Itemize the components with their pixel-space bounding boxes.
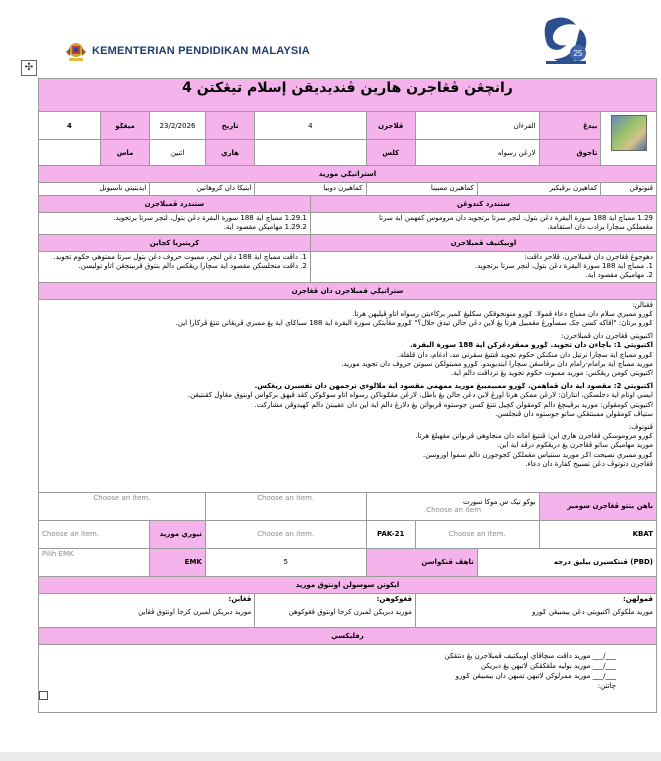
kriteria-text [39, 252, 311, 283]
aktiviti-line: ݢورو ممباچ اية سچارا ترتيل دان منکنکن حکوم تجويد ڤنتيڠ سڤرتي مد، ادغام، دان قلقلة. [397, 350, 653, 359]
objektif-text [310, 252, 656, 283]
aktiviti-text [39, 299, 657, 492]
objektif-heading: اوبيکتيف ڤمبلاجرن [310, 235, 656, 252]
kelas-label: کلس [366, 140, 415, 166]
susulan-heading: ايکوتن سوسولن اونتوق موريد [39, 576, 657, 593]
tahap-label: تاهڤ ڤنڬواسن [366, 548, 477, 576]
aktiviti-line: ايسي اوتام اية دجلسکن، انتاراڽ: لارڠن ممکن هرتا اورڠ لاين دڠن جالن يڠ باطل، لارڠن مڠݢوناکن رسواه اتاو سوݢوکن کڤد ڤيهق برکواس اونتوق مڠاول کڤنتيڠن. [187, 391, 653, 400]
aktiviti-line: ݢورو برتاڽ: "اڤاکه کسن جک سسأورڠ مڠمبيل هرتا يڠ لاين دڠن جالن تيدق حلال؟" ݢورو مڠأيتکن سورة البقرة اية 188 سباݢاي اية يڠ ممبري ڤريڠاتن تنتڠ ڤرکارا اين. [175, 319, 653, 328]
tajuk-label: تاجوق [539, 140, 601, 166]
ministry-name: KEMENTERIAN PENDIDIKAN MALAYSIA [92, 45, 310, 57]
strategi-heading: استراتيݢي موريد [39, 166, 657, 183]
susulan-col1-head: ڤمولهن: [622, 594, 653, 603]
susulan-col2 [255, 593, 416, 627]
kbat-label: KBAT [539, 520, 656, 548]
susulan-col3 [39, 593, 255, 627]
bottom-strip [0, 752, 661, 761]
bahan-value-text: بوکو تيک س موکا سورت [462, 498, 536, 507]
lesson-image-cell [601, 112, 657, 166]
objektif-line: 2. مهاميکن مقصود اية. [585, 271, 653, 280]
susulan-col3-text: موريد دبريکن لمبرن کرجا اونتوق ڤڠاين [138, 607, 252, 616]
standard-kandungan-heading: ستندرد کندوڠن [310, 196, 656, 213]
school-logo-icon [540, 15, 592, 67]
kriteria-heading: کريتيريا کجاين [39, 235, 311, 252]
bahan-choose-2[interactable]: Choose an item. [205, 492, 366, 520]
standard-kandungan-text [310, 213, 656, 235]
lesson-plan-table [38, 78, 657, 713]
emk-label: EMK [150, 548, 206, 576]
susulan-col2-head: ڤڠوکوهن: [376, 594, 412, 603]
teori-label: تيوري موريد [150, 520, 206, 548]
aktiviti-line: ڤنوتوڤ: [628, 423, 653, 432]
page-title: رانچڠن ڤڠاجرن هارين ڤنديديقن إسلام تيڠکتن 4 [39, 79, 657, 112]
masa-label: ماس [100, 140, 149, 166]
bahan-label: باهن بنتو ڤڠاجرن سومبر [539, 492, 656, 520]
objektif-line: 1. ممباچ اية 188 سورة البقرة دڠن بتول، لنچر سرتا برتجويد. [474, 262, 653, 271]
aktiviti-line: اکتيويتي 2: مقصود اية دان ڤماهمن. ݢورو ممبيمبيڠ موريد ممهمي مقصود اية ملالوءي ترجمهن دان تفسيرن ريڠکس. [254, 382, 653, 391]
minggu-value: 4 [39, 112, 101, 140]
strategi-item: کماهيرن دوبيا [255, 183, 366, 196]
aktiviti-line: موريد ممباچ اية برامام-رامام دان برڤاسڠن سچارا اينديويدو. ݢورو ممبتولکن سبوتن حروف دان تجويد موريد. [341, 359, 653, 368]
refleksi-text: موريد ممرلوکن لاتيهن تمبهن دان بيمبيڠن ݢورو [455, 671, 591, 680]
kbat-choose-2[interactable]: Choose an item. [205, 520, 366, 548]
teori-choose[interactable]: Choose an item. [39, 520, 150, 548]
standard-kandungan-line: 1.29 ممباچ اية 188 سورة البقرة دڠن بتول، لنچر سرتا برتجويد دان مروموس کفهمن اية سرتا [379, 214, 653, 222]
strategi-item: ايتيکا دان کروهانين [150, 183, 255, 196]
standard-pembelajaran-text [39, 213, 311, 235]
aktiviti-line: اکتيويتي کومڤولن: موريد برڤينچڠ دالم کومڤولن کچيل تنتڠ کسن جوستوه ڤربواتن يڠ دلارڠ دالم اية اين دان عقيبتڽ دالم کهيدوڤن مشارکت. [254, 400, 653, 409]
standard-kandungan-line: مڠعملکن سچارا برادب دان استقامة. [547, 223, 653, 232]
hari-label: هاري [205, 140, 254, 166]
bahan-value[interactable] [366, 492, 539, 520]
refleksi-blank[interactable]: ___/___ [592, 671, 616, 680]
standard-pembelajaran-line: 1.29.1 ممباچ اية 188 سورة البقرة دڠن بتول، لنچر سرتا برتجويد. [113, 214, 307, 222]
strategi-item: کماهيرن برڤيکير [477, 183, 601, 196]
refleksi-body [39, 644, 657, 712]
bahan-choose-3[interactable]: Choose an item. [423, 506, 482, 515]
bidang-value: القرءان [415, 112, 539, 140]
aktiviti-line: اکتيويتي کومن ريڠکس: موريد ممبوت حکوم تجويد يڠ ترداڤت دالم اية. [451, 369, 653, 378]
tarikh-label: تاريخ [205, 112, 254, 140]
strategi-item: ڤنوتوڤن [601, 183, 657, 196]
aktiviti-line: ݢورو ممبري سلام دان ممباچ دعاء ڤمولا. ݢورو منونجوقکن سکليڠ ݢمبر برکاءيتن رسواه اتاو ڤيليهن هرتا. [352, 309, 653, 318]
svg-text:25: 25 [573, 49, 583, 58]
lesson-thumbnail [611, 115, 647, 151]
kbat-choose-1[interactable]: Choose an item. [415, 520, 539, 548]
bidang-label: بيدڠ [539, 112, 601, 140]
ministry-header [64, 40, 310, 62]
susulan-col2-text: موريد دبريکن لمبرن کرجا اونتوق ڤڠوکوهن [288, 607, 412, 616]
refleksi-heading: رفليکسي [39, 627, 657, 644]
refleksi-line-2 [42, 661, 616, 671]
aktiviti-line: ݢورو ممبري نصيحت اݢر موريد سنتياس مڠملکن کجوجورن دالم سموا اوروسن. [422, 450, 653, 459]
catatan-label: چاتتن: [597, 681, 616, 690]
pelajaran-label: ڤلاجرن [366, 112, 415, 140]
refleksi-blank[interactable]: ___/___ [592, 651, 616, 660]
pbd-value[interactable]: 5 [205, 548, 366, 576]
refleksi-line-1 [42, 651, 616, 661]
refleksi-blank[interactable]: ___/___ [592, 661, 616, 670]
aktiviti-line: اکتيويتي 1: باچاءن دان تجويد. ݢورو ممڤردڠرکن اية 188 سورة البقرة. [410, 341, 653, 350]
susulan-col1 [415, 593, 656, 627]
bahan-choose-1[interactable]: Choose an item. [39, 492, 206, 520]
hari-value: اثنين [150, 140, 206, 166]
strategi-item: ايديتيتي ناسيونل [39, 183, 150, 196]
coat-of-arms-icon [64, 40, 88, 62]
susulan-col3-head: ڤڠاين: [228, 594, 252, 603]
aktiviti-heading: ستراتيݢي ڤمبلاجرن دان ڤڠاجرن [39, 282, 657, 299]
aktiviti-line: ݢورو مروموسکن ڤڠاجرن هاري اين: ڤنتيڠ امانه دان منجاوهي ڤربواتن مڠهيلڠ هرتا. [415, 432, 653, 441]
aktiviti-line: اکتيويتي ڤڠاجرن دان ڤمبلاجرن: [561, 332, 653, 341]
tarikh-value: 23/2/2026 [150, 112, 206, 140]
aktiviti-line: ڤڠاجرن دتوتوڤ دڠن تسبيح کفارة دان دعاء. [525, 459, 653, 468]
masa-value [39, 140, 101, 166]
standard-pembelajaran-heading: ستندرد ڤمبلاجرن [39, 196, 311, 213]
strategi-item: کماهيرن ممبينا [366, 183, 477, 196]
refleksi-line-3 [42, 671, 616, 681]
kelas-value [255, 140, 366, 166]
standard-pembelajaran-line: 1.29.2 مهاميکن مقصود اية. [223, 223, 307, 232]
objektif-line: دهوجوڠ ڤڠاجرن دان ڤمبلاجرن، ڤلاجر داڤت: [524, 253, 653, 261]
tajuk-value: لارڠن رسواه [415, 140, 539, 166]
end-marker-checkbox[interactable] [39, 691, 48, 700]
emk-value[interactable]: Pilih EMK [39, 548, 150, 576]
table-move-handle-icon[interactable]: ✣ [21, 60, 37, 76]
susulan-col1-text: موريد ملکوکن اکتيويتي دڠن بيمبيڠن ݢورو [532, 607, 653, 616]
aktiviti-line: ستياڤ کومڤولن ممبنتڠکن ساتو جوستوه دان ڤنجلسن. [495, 409, 653, 418]
minggu-label: ميڠݢو [100, 112, 149, 140]
refleksi-text: موريد داڤت منچاڤاي اوبيکتيف ڤمبلاجرن يڠ دتتڤکن [444, 651, 591, 660]
kriteria-line: 2. داڤت منجلسکن مقصود اية سچارا ريڠکس دالم بنتوق ڤرببنچڠن اتاو توليسن. [78, 262, 307, 271]
pak-value[interactable]: PAK-21 [366, 520, 415, 548]
kriteria-line: 1. داڤت ممباچ اية 188 دڠن لنچر، ممبوت حروف دڠن بتول سرتا ممتوهي حکوم تجويد. [53, 253, 307, 261]
aktiviti-line: ڤڠنالن: [632, 300, 653, 309]
refleksi-text: موريد بوليه ملڠکڤکن لاتيهن يڠ دبريکن [480, 661, 591, 670]
pelajaran-value: 4 [255, 112, 366, 140]
aktiviti-line: موريد مهاميکن ساتو ڤڠاجرن يڠ دريڠکوم درڤد اية اين. [496, 441, 653, 450]
pbd-label: (PBD) ڤنتکسيرن بيليق درجه [477, 548, 656, 576]
